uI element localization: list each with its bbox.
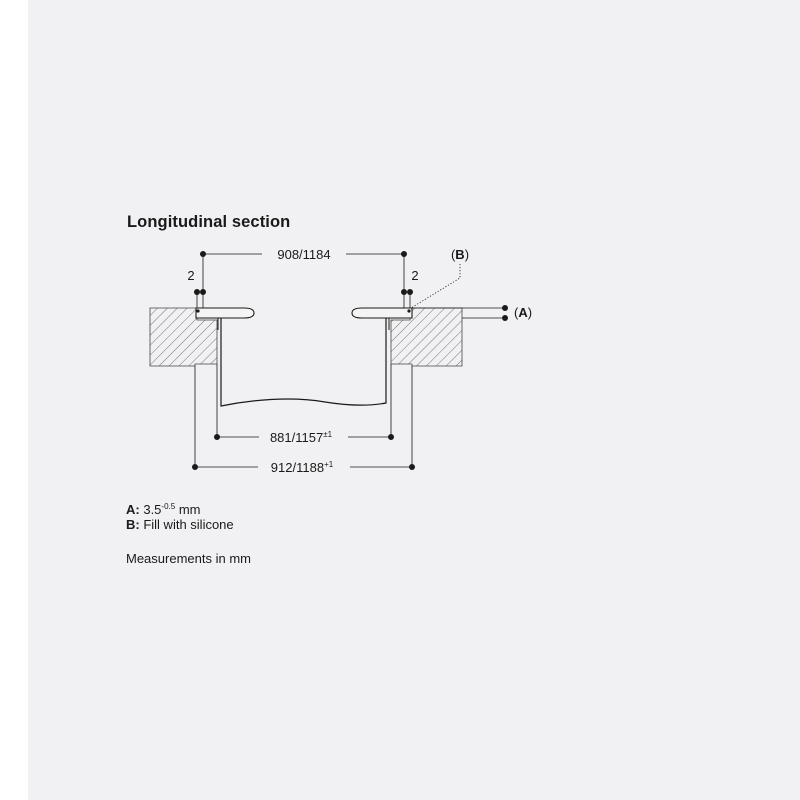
dimension-outer bbox=[192, 366, 415, 470]
legend-b-key: B: bbox=[126, 517, 140, 532]
dimension-cutout-tolerance: ±1 bbox=[323, 430, 333, 439]
glass-top-right bbox=[352, 308, 412, 318]
dimension-cutout-label bbox=[270, 430, 333, 445]
legend-item-b bbox=[126, 517, 234, 532]
glass-top-left bbox=[196, 308, 254, 318]
callout-b-letter: B bbox=[455, 247, 465, 262]
callout-b-close: ) bbox=[464, 247, 470, 262]
legend-item-a bbox=[126, 502, 234, 517]
section-title: Longitudinal section bbox=[127, 213, 291, 231]
legend-a-unit: mm bbox=[178, 502, 201, 517]
legend-a-tolerance: -0.5 bbox=[161, 502, 176, 511]
dimension-outer-tolerance: +1 bbox=[324, 460, 334, 469]
dimension-outer-label bbox=[271, 460, 334, 475]
dimension-cutout-value: 881/1157 bbox=[269, 430, 324, 445]
dimension-gap-right-label: 2 bbox=[411, 268, 419, 283]
silicone-dot-right bbox=[407, 309, 410, 312]
dimension-gap-left-label: 2 bbox=[187, 268, 195, 283]
dimension-top-width-label: 908/1184 bbox=[277, 247, 331, 262]
silicone-dot-left bbox=[196, 309, 199, 312]
measurement-note: Measurements in mm bbox=[126, 551, 251, 566]
legend-b-value: Fill with silicone bbox=[143, 517, 234, 532]
callout-a-open: ( bbox=[514, 305, 519, 320]
callout-a-close: ) bbox=[527, 305, 533, 320]
callout-a-label bbox=[514, 305, 532, 320]
dimension-outer-value: 912/1188 bbox=[270, 460, 325, 475]
dimension-gap-left bbox=[194, 289, 206, 308]
appliance-body bbox=[221, 318, 386, 406]
callout-b-open: ( bbox=[450, 247, 456, 262]
callout-b-label bbox=[451, 247, 469, 262]
legend-a-value: 3.5 bbox=[143, 502, 162, 517]
legend bbox=[126, 502, 234, 532]
dimension-gap-right bbox=[401, 289, 413, 308]
callout-a-letter: A bbox=[518, 305, 528, 320]
legend-a-key: A: bbox=[126, 502, 140, 517]
